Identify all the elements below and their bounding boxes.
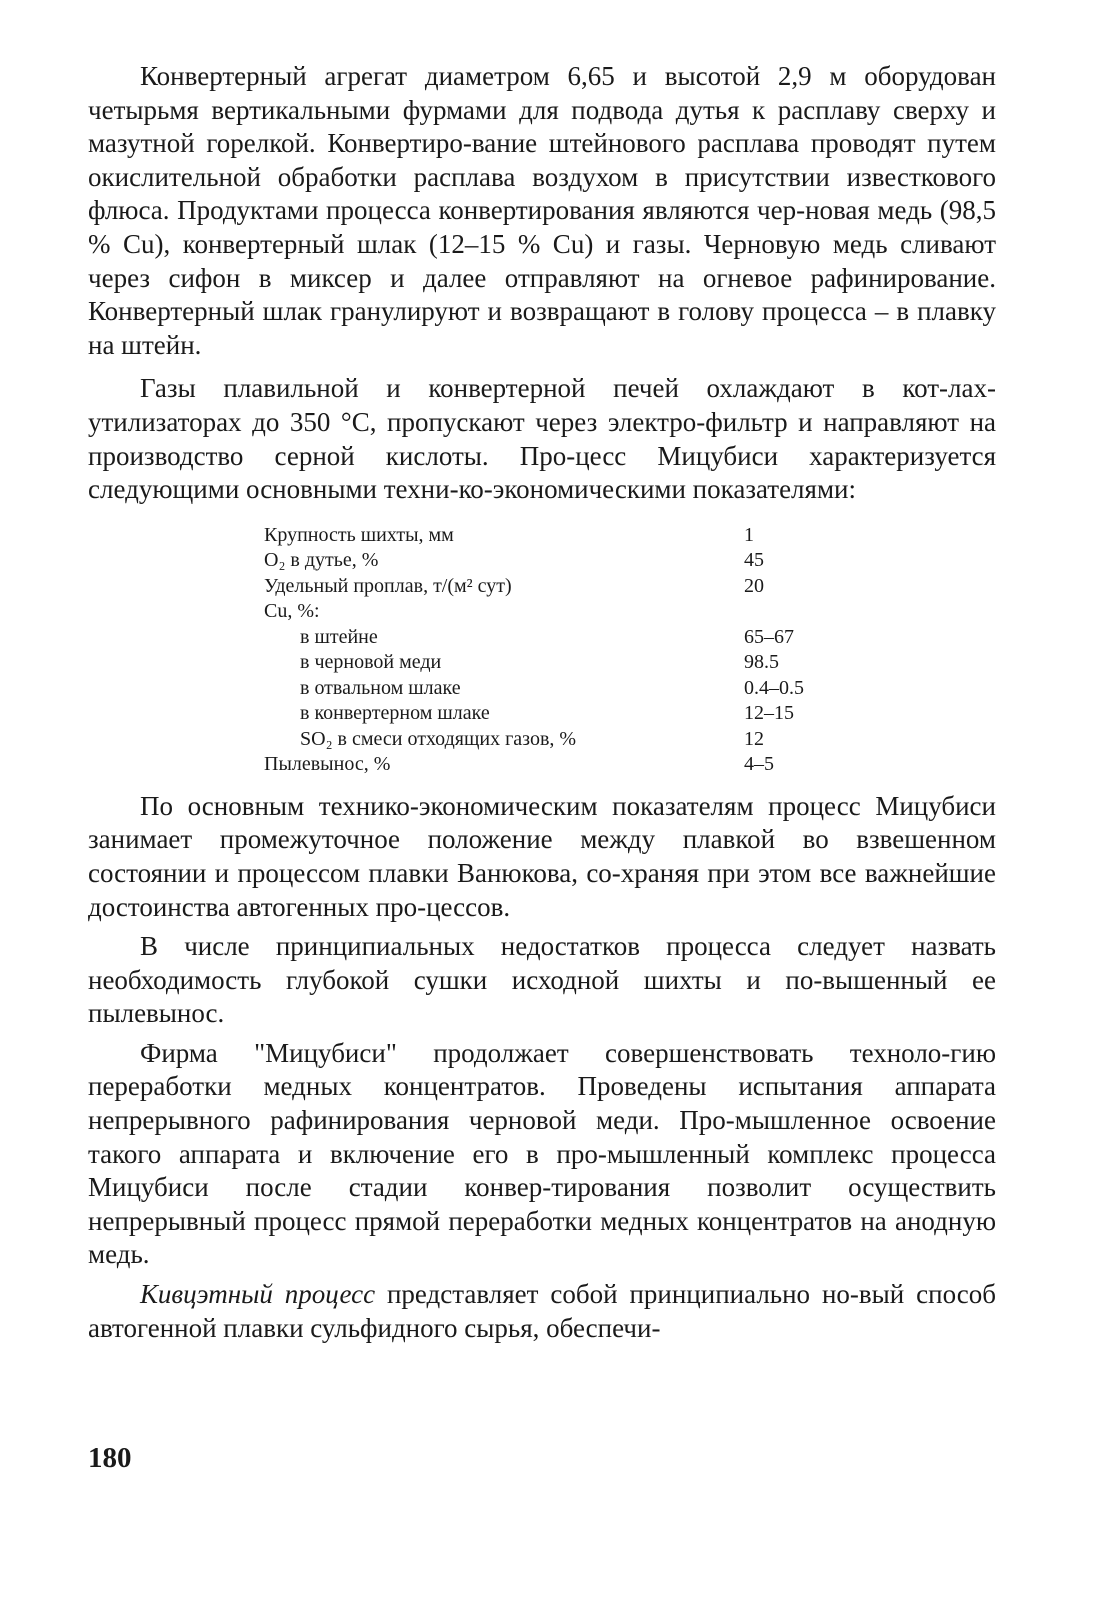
indicator-value: 4–5 (744, 753, 774, 776)
table-row (264, 548, 824, 574)
table-row (264, 727, 824, 753)
indicator-value: 98.5 (744, 651, 779, 674)
paragraph-kivcet (88, 1278, 996, 1345)
indicators-table (264, 523, 824, 778)
indicator-value: 12 (744, 727, 764, 750)
indicator-label: в черновой меди (300, 651, 442, 674)
page-body (88, 60, 996, 1345)
indicator-value: 65–67 (744, 625, 794, 648)
table-row (264, 574, 824, 600)
table-row (264, 625, 824, 651)
table-row (264, 676, 824, 702)
paragraph-converter: Конвертерный агрегат диаметром 6,65 и высотой 2,9 м оборудован четырьмя вертикальными фурмами для подвода дутья к расплаву сверху и мазутной горелкой. Конвертиро-вание штейнового расплава проводят путем окислительной обработки расплава воздухом в присутствии известкового флюса. Продуктами процесса конвертирования являются чер-новая медь (98,5 % Cu), конвертерный шлак (12–15 % Cu) и газы. Черновую медь сливают через сифон в миксер и далее отправляют на огневое рафинирование. Конвертерный шлак гранулируют и возвращают в голову процесса – в плавку на штейн. (88, 61, 996, 360)
indicator-value: 45 (744, 549, 764, 572)
paragraph-gases: Газы плавильной и конвертерной печей охлаждают в кот-лах-утилизаторах до 350 °С, пропускают через электро-фильтр и направляют на производство серной кислоты. Про-цесс Мицубиси характеризуется следующими основными техни-ко-экономическими показателями: (88, 373, 996, 505)
indicator-label: в отвальном шлаке (300, 676, 461, 699)
indicator-label: в конвертерном шлаке (300, 702, 490, 725)
table-row (264, 752, 824, 778)
indicator-value: 12–15 (744, 702, 794, 725)
table-row (264, 701, 824, 727)
paragraph-drawbacks: В числе принципиальных недостатков процесса следует назвать необходимость глубокой сушки исходной шихты и по-вышенный ее пылевынос. (88, 931, 996, 1029)
table-row (264, 599, 824, 625)
indicator-label: Пылевынос, % (264, 753, 391, 776)
indicator-value: 20 (744, 574, 764, 597)
indicator-label: SO₂ в смеси отходящих газов, % (300, 727, 577, 750)
table-row (264, 650, 824, 676)
indicator-label: O₂ в дутье, % (264, 549, 379, 572)
indicator-value: 1 (744, 523, 754, 546)
page-number: 180 (88, 1442, 132, 1474)
indicator-label: Крупность шихты, мм (264, 523, 454, 546)
indicator-label: Удельный проплав, т/(м² сут) (264, 574, 512, 597)
paragraph-comparison: По основным технико-экономическим показателям процесс Мицубиси занимает промежуточное положение между плавкой во взвешенном состоянии и процессом плавки Ванюкова, со-храняя при этом все важнейшие достоинства автогенных про-цессов. (88, 790, 996, 922)
indicator-label: в штейне (300, 625, 378, 648)
paragraph-mitsubishi-firm: Фирма "Мицубиси" продолжает совершенствовать техноло-гию переработки медных концентратов. Проведены испытания аппарата непрерывного рафинирования черновой меди. Про-мышленное освоение такого аппарата и включение его в про-мышленный комплекс процесса Мицубиси после стадии конвер-тирования позволит осуществить непрерывный процесс прямой переработки медных концентратов на анодную медь. (88, 1037, 996, 1270)
indicator-value (744, 599, 824, 625)
indicator-label: Cu, %: (264, 600, 320, 623)
kivcet-term: Кивцэтный процесс (140, 1279, 376, 1310)
table-row (264, 523, 824, 549)
indicator-value: 0.4–0.5 (744, 676, 804, 699)
kivcet-text: представляет собой принципиально но-вый способ автогенной плавки сульфидного сырья, обеспечи- (88, 1279, 996, 1343)
